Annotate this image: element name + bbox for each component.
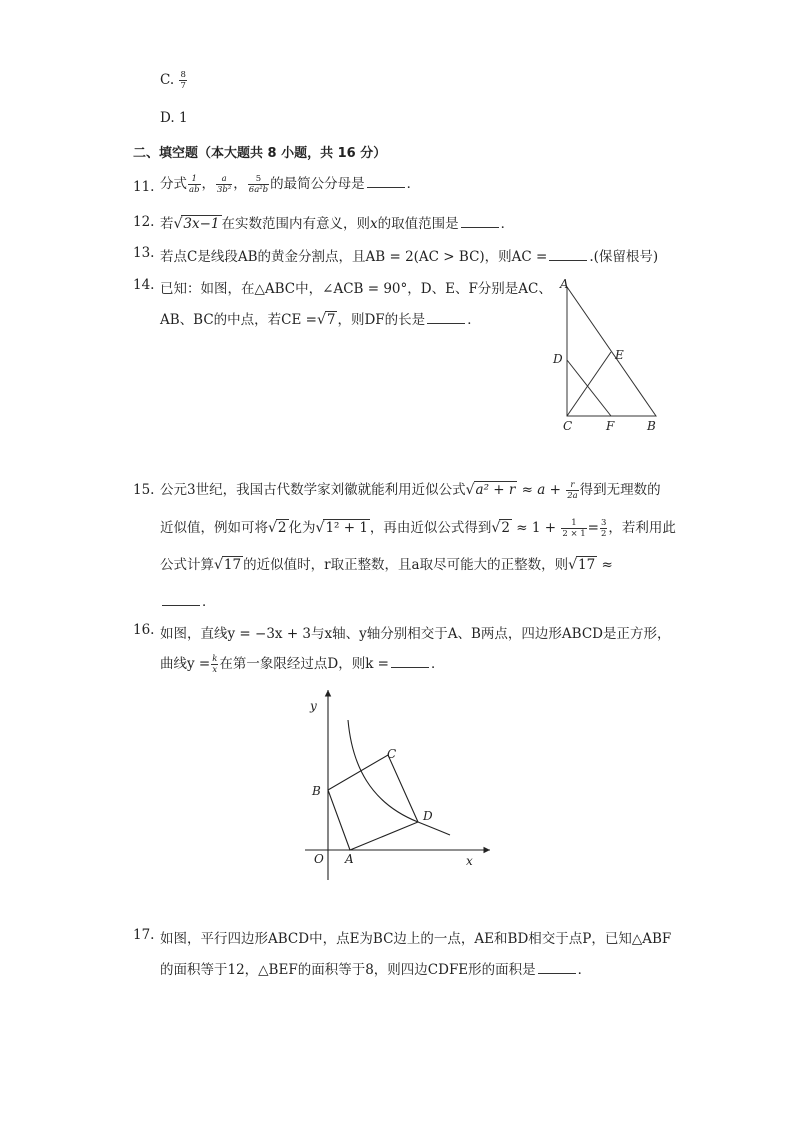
- q16-answer-blank: [391, 655, 429, 668]
- q11-number: 11.: [133, 179, 155, 195]
- label-f: F: [606, 419, 615, 433]
- q11-answer-blank: [367, 175, 405, 188]
- label-b: B: [312, 784, 321, 798]
- section-title: 二、填空题（本大题共 8 小题，共 16 分）: [133, 146, 387, 161]
- q16-number: 16.: [133, 622, 155, 638]
- q15-answer-blank: [162, 593, 200, 606]
- label-c: C: [563, 419, 573, 433]
- label-d: D: [423, 809, 433, 823]
- q14-answer-blank: [427, 311, 465, 324]
- q14-number: 14.: [133, 277, 155, 293]
- q17-number: 17.: [133, 927, 155, 943]
- q15-line4: ．: [160, 590, 216, 610]
- option-c-letter: C.: [160, 72, 175, 88]
- label-d: D: [553, 352, 563, 366]
- q16-line1: 如图，直线y = −3x + 3与x轴、y轴分别相交于A、B两点，四边形ABCD是正方形，: [160, 626, 671, 642]
- option-d-value: 1: [178, 110, 188, 126]
- q17-answer-blank: [538, 961, 576, 974]
- q16-line2: 曲线y = $\frac{k}{x}$ 在第一象限经过点D，则k = ．: [160, 654, 445, 675]
- option-d: [160, 110, 188, 126]
- q14-triangle-figure: [545, 275, 670, 435]
- hyperbola-curve: [348, 720, 450, 835]
- label-y: y: [310, 699, 317, 713]
- label-x: x: [466, 854, 473, 868]
- label-b: B: [647, 419, 656, 433]
- label-o: O: [314, 852, 324, 866]
- q12-answer-blank: [461, 215, 499, 228]
- option-c: [160, 70, 188, 91]
- label-a: A: [345, 852, 354, 866]
- q15-line3: 公式计算√17 的近似值时，r取正整数，且a取尽可能大的正整数，则√17 ≈: [160, 557, 613, 573]
- option-d-letter: D.: [160, 110, 175, 126]
- q17-line1: 如图，平行四边形ABCD中，点E为BC边上的一点，AE和BD相交于点P，已知△ABF: [160, 931, 672, 947]
- q11-text: 分式 $\frac{1}{ab}$ ， $\frac{a}{\text{3b²}}$ ， $\frac{5}{\text{6a²b}}$ 的最简公分母是 ．: [160, 174, 421, 195]
- square-abcd: [328, 755, 418, 850]
- q12-text: 若√3x−1 在实数范围内有意义，则x的取值范围是 ．: [160, 216, 515, 232]
- q17-line2: 的面积等于12，△BEF的面积等于8，则四边CDFE形的面积是 ．: [160, 962, 592, 978]
- label-e: E: [615, 348, 624, 362]
- q15-line2: 近似值，例如可将√2 化为√1² + 1 ，再由近似公式得到√2 ≈ 1 + $\frac{1}{2 \times 1}$ = $\frac{3}{2}$ ，若利用此: [160, 518, 676, 539]
- segment-df: [567, 360, 611, 416]
- q13-text: 若点C是线段AB的黄金分割点，且AB = 2(AC > BC)，则AC = .(保留根号): [160, 249, 659, 265]
- q12-number: 12.: [133, 214, 155, 230]
- q13-answer-blank: [549, 248, 587, 261]
- q14-line1: 已知：如图，在△ABC中，∠ACB = 90°，D、E、F分别是AC、: [160, 281, 552, 297]
- label-a: A: [560, 277, 569, 291]
- q15-number: 15.: [133, 482, 155, 498]
- q15-line1: 公元3世纪，我国古代数学家刘徽就能利用近似公式√a² + r ≈ a + $\frac{r}{2a}$ 得到无理数的: [160, 480, 661, 501]
- option-c-fraction: $\frac{8}{7}$: [180, 70, 186, 91]
- q14-line2: AB、BC的中点，若CE =√7 ，则DF的长是 ．: [160, 312, 481, 328]
- label-c: C: [387, 747, 397, 761]
- q16-coordinate-figure: [300, 685, 500, 885]
- segment-ce: [567, 352, 611, 416]
- q13-number: 13.: [133, 245, 155, 261]
